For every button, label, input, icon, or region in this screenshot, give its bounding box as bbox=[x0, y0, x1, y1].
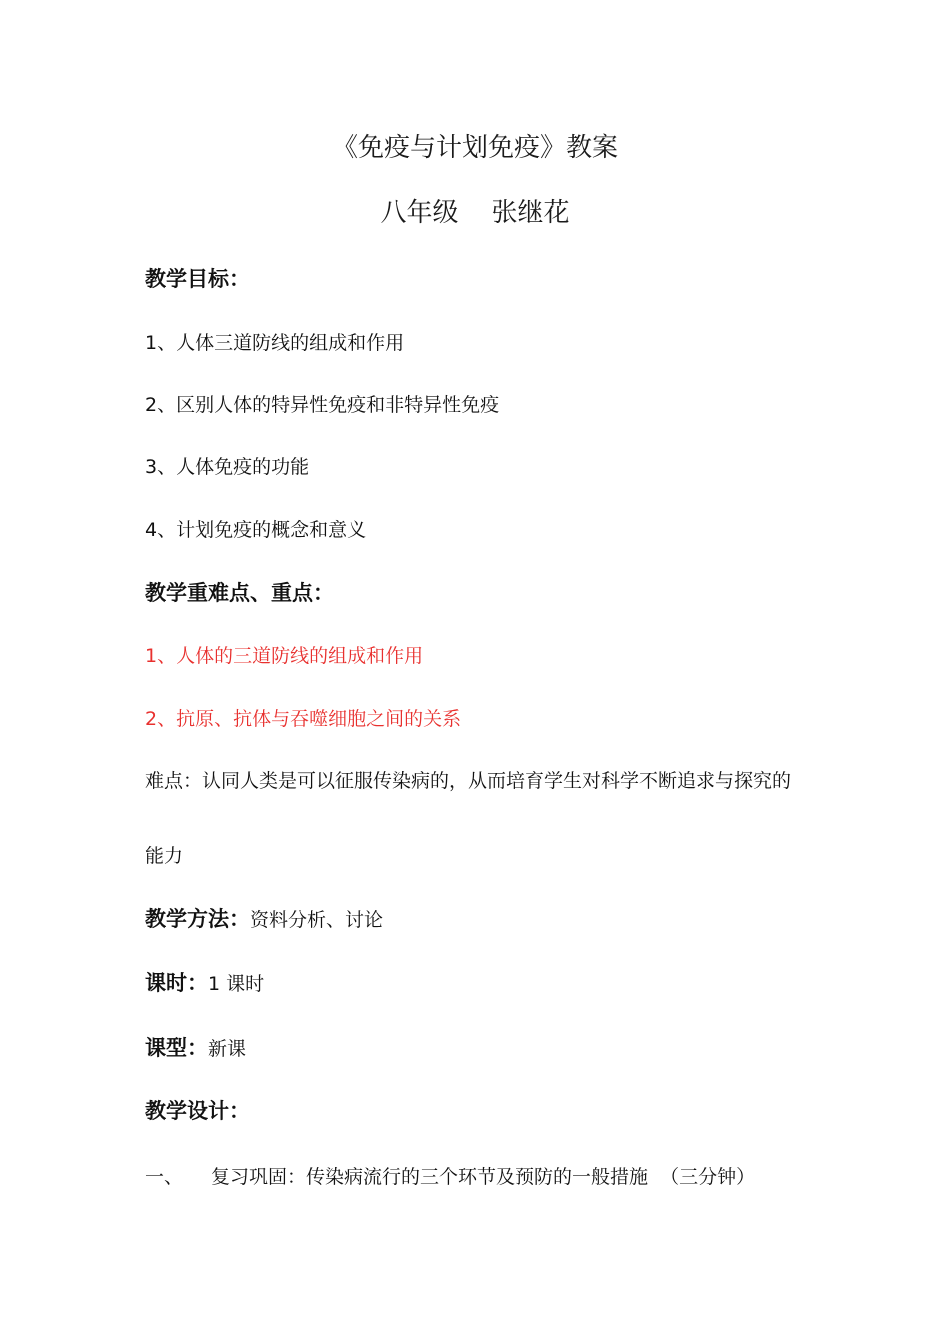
method-line bbox=[145, 906, 845, 933]
goal-item-1: 1、人体三道防线的组成和作用 bbox=[145, 332, 405, 354]
design-step-1 bbox=[145, 1164, 845, 1190]
difficulty-line-2: 能力 bbox=[145, 845, 184, 867]
difficulty-line-1: 难点：认同人类是可以征服传染病的，从而培育学生对科学不断追求与探究的 bbox=[145, 770, 792, 792]
goals-heading: 教学目标： bbox=[145, 267, 250, 291]
key-point-item-2: 2、抗原、抗体与吞噬细胞之间的关系 bbox=[145, 708, 462, 730]
document-subtitle: 八年级 张继花 bbox=[380, 198, 570, 228]
method-value: 资料分析、讨论 bbox=[250, 909, 384, 931]
document-title: 《免疫与计划免疫》教案 bbox=[331, 133, 618, 163]
goal-item-4: 4、计划免疫的概念和意义 bbox=[145, 519, 367, 541]
method-label: 教学方法： bbox=[145, 907, 250, 931]
hours-line bbox=[145, 970, 845, 997]
hours-label: 课时： bbox=[145, 971, 208, 995]
design-step-1-number: 一、 bbox=[145, 1166, 184, 1188]
type-label: 课型： bbox=[145, 1036, 208, 1060]
hours-value: 1 课时 bbox=[208, 973, 265, 995]
goal-item-3: 3、人体免疫的功能 bbox=[145, 456, 310, 478]
type-line bbox=[145, 1035, 845, 1062]
design-heading: 教学设计： bbox=[145, 1099, 250, 1123]
goal-item-2: 2、区别人体的特异性免疫和非特异性免疫 bbox=[145, 394, 500, 416]
type-value: 新课 bbox=[208, 1038, 247, 1060]
key-points-heading: 教学重难点、重点： bbox=[145, 581, 334, 605]
design-step-1-text: 复习巩固：传染病流行的三个环节及预防的一般措施 （三分钟） bbox=[211, 1166, 756, 1188]
key-point-item-1: 1、人体的三道防线的组成和作用 bbox=[145, 645, 424, 667]
